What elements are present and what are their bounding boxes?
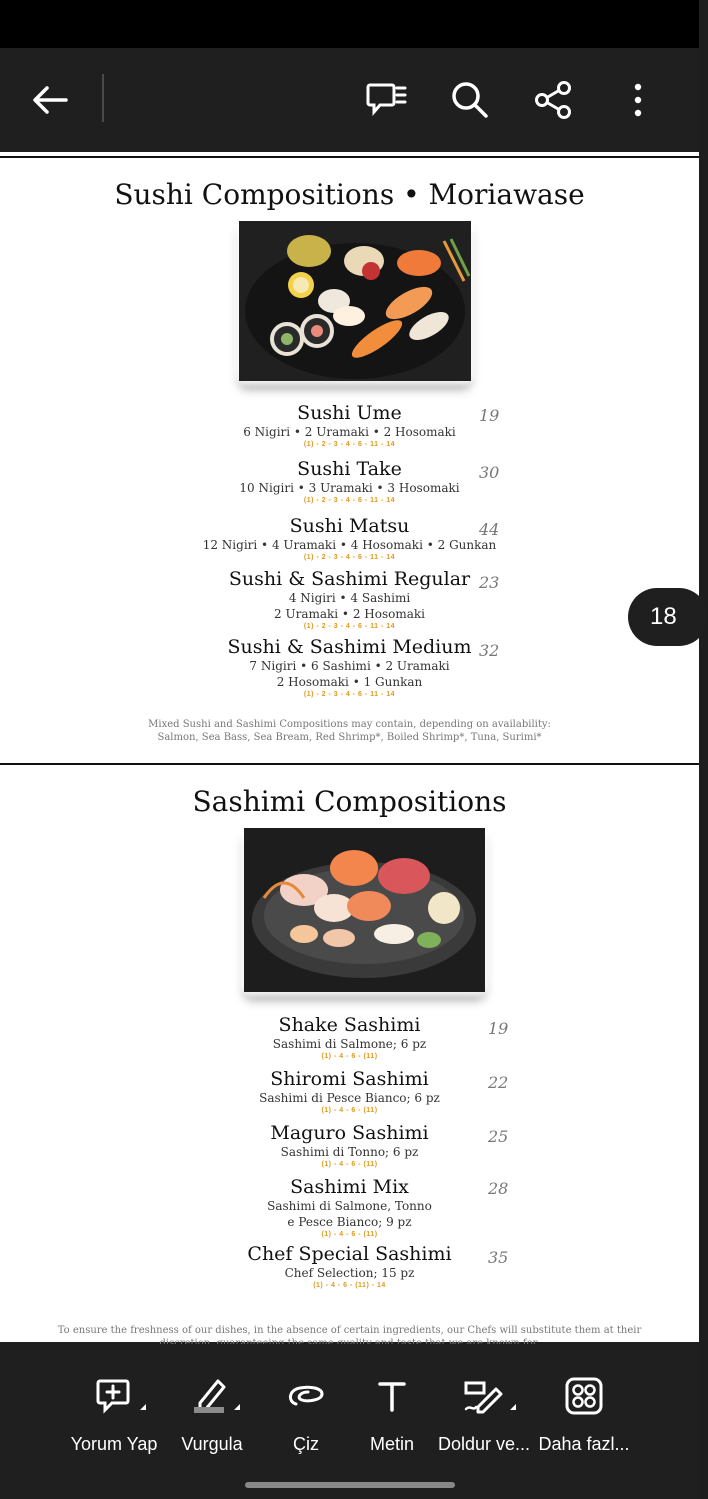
item-allergens: (1) - 2 - 3 - 4 - 6 - 11 - 14 bbox=[303, 497, 396, 504]
item-name: Sushi & Sashimi Regular bbox=[228, 568, 471, 590]
pdf-page[interactable] bbox=[0, 152, 699, 1342]
item-name: Maguro Sashimi bbox=[270, 1122, 429, 1144]
item-name: Shiromi Sashimi bbox=[270, 1068, 429, 1090]
share-icon bbox=[534, 80, 574, 120]
item-description: 4 Nigiri • 4 Sashimi bbox=[288, 591, 411, 605]
more-options-button[interactable] bbox=[608, 70, 668, 130]
menu-item bbox=[0, 1176, 699, 1240]
item-description: 10 Nigiri • 3 Uramaki • 3 Hosomaki bbox=[239, 481, 460, 495]
tool-label: Daha fazl... bbox=[538, 1434, 630, 1454]
tool-more[interactable] bbox=[534, 1374, 634, 1455]
section-divider bbox=[0, 763, 699, 765]
item-description: 6 Nigiri • 2 Uramaki • 2 Hosomaki bbox=[243, 425, 456, 439]
item-name: Sushi & Sashimi Medium bbox=[227, 636, 472, 658]
sashimi-composition-photo bbox=[244, 828, 485, 992]
more-vertical-icon bbox=[633, 83, 643, 117]
menu-item bbox=[0, 402, 699, 450]
item-price: 30 bbox=[479, 463, 500, 482]
menu-item bbox=[0, 1122, 699, 1170]
tool-highlight[interactable] bbox=[162, 1374, 262, 1455]
draw-icon bbox=[256, 1374, 356, 1418]
toolbar-divider bbox=[102, 74, 104, 122]
tool-draw[interactable] bbox=[256, 1374, 356, 1455]
more-apps-icon bbox=[534, 1374, 634, 1418]
item-description: 7 Nigiri • 6 Sashimi • 2 Uramaki bbox=[249, 659, 450, 673]
item-price: 44 bbox=[479, 520, 500, 539]
share-button[interactable] bbox=[524, 70, 584, 130]
tool-comment[interactable] bbox=[64, 1374, 164, 1455]
item-description: 12 Nigiri • 4 Uramaki • 4 Hosomaki • 2 Gunkan bbox=[202, 538, 497, 552]
tool-label: Çiz bbox=[293, 1434, 319, 1454]
comment-list-icon bbox=[366, 82, 408, 118]
submenu-indicator bbox=[510, 1404, 516, 1410]
page-number-badge[interactable]: 18 bbox=[628, 588, 708, 646]
tool-label: Yorum Yap bbox=[70, 1434, 158, 1454]
item-allergens: (1) - 4 - 6 - (11) - 14 bbox=[313, 1282, 386, 1289]
item-price: 28 bbox=[488, 1179, 509, 1198]
menu-item bbox=[0, 1068, 699, 1116]
item-description: 2 Hosomaki • 1 Gunkan bbox=[276, 675, 423, 689]
back-button[interactable] bbox=[20, 70, 80, 130]
search-icon bbox=[451, 81, 489, 119]
item-allergens: (1) - 2 - 3 - 4 - 6 - 11 - 14 bbox=[303, 623, 396, 630]
tool-text[interactable] bbox=[342, 1374, 442, 1455]
sushi-moriawase-photo bbox=[239, 221, 471, 381]
item-name: Shake Sashimi bbox=[278, 1014, 421, 1036]
search-button[interactable] bbox=[440, 70, 500, 130]
item-allergens: (1) - 4 - 6 - (11) bbox=[321, 1107, 378, 1114]
tool-label: Metin bbox=[369, 1434, 414, 1454]
item-name: Sashimi Mix bbox=[290, 1176, 409, 1198]
section-title: Sashimi Compositions bbox=[192, 785, 507, 818]
note-line: Salmon, Sea Bass, Sea Bream, Red Shrimp*, Boiled Shrimp*, Tuna, Surimi* bbox=[157, 732, 542, 743]
status-bar bbox=[0, 0, 699, 48]
item-allergens: (1) - 4 - 6 - (11) bbox=[321, 1231, 378, 1238]
menu-item bbox=[0, 636, 699, 700]
note-line: To ensure the freshness of our dishes, in the absence of certain ingredients, our Chefs will substitute them at their bbox=[57, 1325, 642, 1336]
menu-item bbox=[0, 1243, 699, 1291]
item-allergens: (1) - 2 - 3 - 4 - 6 - 11 - 14 bbox=[303, 441, 396, 448]
menu-item bbox=[0, 458, 699, 506]
item-description: 2 Uramaki • 2 Hosomaki bbox=[274, 607, 425, 621]
item-price: 32 bbox=[479, 641, 500, 660]
item-price: 22 bbox=[488, 1073, 509, 1092]
item-price: 19 bbox=[488, 1019, 509, 1038]
top-toolbar bbox=[0, 48, 699, 152]
menu-item bbox=[0, 1014, 699, 1062]
item-description: Sashimi di Salmone, Tonno bbox=[267, 1199, 432, 1213]
section-title: Sushi Compositions • Moriawase bbox=[114, 178, 585, 211]
item-price: 23 bbox=[479, 573, 500, 592]
submenu-indicator bbox=[140, 1404, 146, 1410]
note-line: Mixed Sushi and Sashimi Compositions may contain, depending on availability: bbox=[148, 719, 551, 730]
item-name: Sushi Take bbox=[297, 458, 402, 480]
arrow-left-icon bbox=[32, 85, 68, 115]
item-description: Chef Selection; 15 pz bbox=[284, 1266, 415, 1280]
item-description: e Pesce Bianco; 9 pz bbox=[287, 1215, 412, 1229]
text-icon bbox=[342, 1374, 442, 1418]
item-description: Sashimi di Tonno; 6 pz bbox=[280, 1145, 419, 1159]
item-name: Chef Special Sashimi bbox=[247, 1243, 452, 1265]
comments-list-button[interactable] bbox=[357, 70, 417, 130]
item-allergens: (1) - 2 - 3 - 4 - 6 - 11 - 14 bbox=[303, 691, 396, 698]
menu-item bbox=[0, 515, 699, 563]
item-name: Sushi Matsu bbox=[289, 515, 410, 537]
item-allergens: (1) - 4 - 6 - (11) bbox=[321, 1161, 378, 1168]
tool-label: Doldur ve... bbox=[437, 1434, 531, 1454]
item-name: Sushi Ume bbox=[297, 402, 402, 424]
item-allergens: (1) - 2 - 3 - 4 - 6 - 11 - 14 bbox=[303, 554, 396, 561]
item-description: Sashimi di Pesce Bianco; 6 pz bbox=[259, 1091, 440, 1105]
section-note bbox=[0, 718, 699, 744]
tool-fill-sign[interactable] bbox=[434, 1374, 534, 1455]
section-divider bbox=[0, 156, 699, 158]
item-allergens: (1) - 4 - 6 - (11) bbox=[321, 1053, 378, 1060]
home-indicator[interactable] bbox=[245, 1482, 455, 1488]
highlighter-icon bbox=[162, 1374, 262, 1418]
item-price: 19 bbox=[479, 406, 500, 425]
fill-sign-icon bbox=[434, 1374, 534, 1418]
item-price: 35 bbox=[488, 1248, 509, 1267]
tool-label: Vurgula bbox=[181, 1434, 243, 1454]
submenu-indicator bbox=[234, 1404, 240, 1410]
add-comment-icon bbox=[64, 1374, 164, 1418]
menu-item bbox=[0, 568, 699, 632]
item-price: 25 bbox=[488, 1127, 509, 1146]
bottom-toolbar bbox=[0, 1344, 699, 1499]
item-description: Sashimi di Salmone; 6 pz bbox=[272, 1037, 427, 1051]
